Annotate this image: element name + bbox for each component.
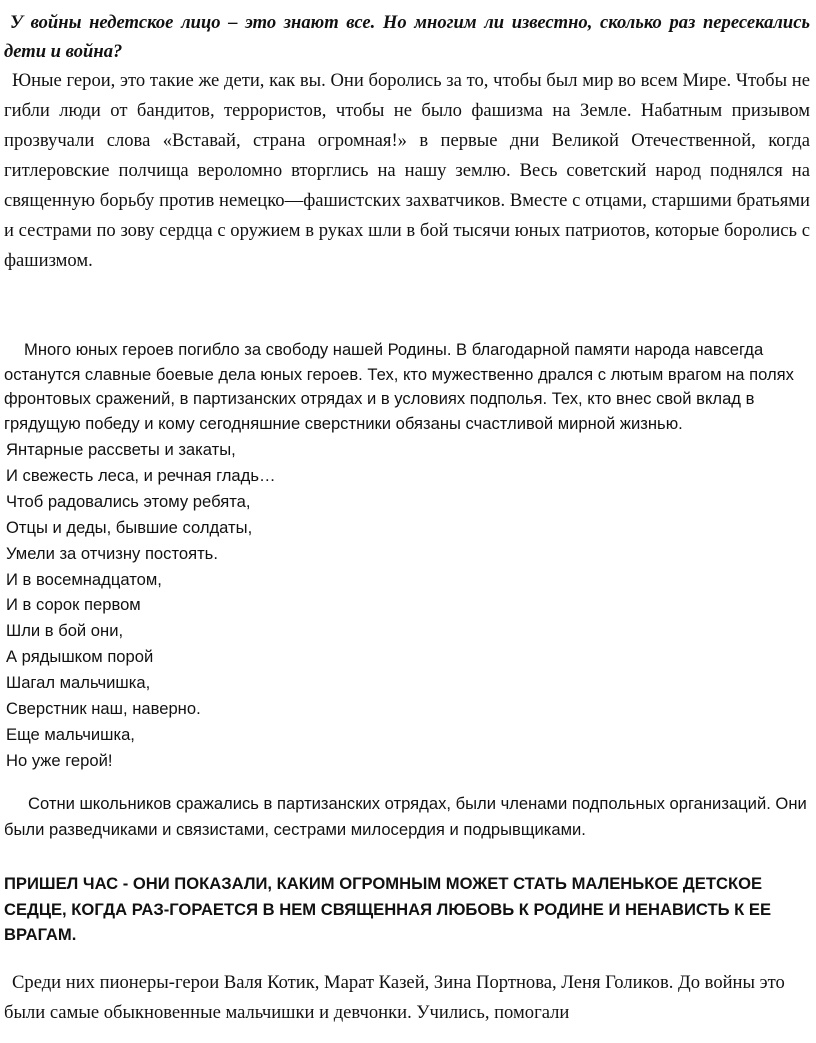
paragraph-young-heroes: Юные герои, это такие же дети, как вы. Они боролись за то, чтобы был мир во всем Мире. Чтобы не гибли люди от бандитов, террористов, чтобы не было фашизма на Земле. Набатным призывом прозвучали слова «Вставай, страна огромная!» в первые дни Великой Отечественной, когда гитлеровские полчища вероломно вторглись на нашу землю. Весь советский народ поднялся на священную борьбу против немецко—фашистских захватчиков. Вместе с отцами, старшими братьями и сестрами по зову сердца с оружием в руках шли в бой тысячи юных патриотов, которые боролись с фашизмом. xyxy=(4,70,810,271)
poem-line: А рядышком порой xyxy=(6,647,154,667)
paragraph-pioneer-heroes: Среди них пионеры-герои Валя Котик, Марат Казей, Зина Портнова, Леня Голиков. До войны это были самые обыкновенные мальчишки и девчонки. Учились, помогали xyxy=(4,972,785,1023)
poem-line: Но уже герой! xyxy=(6,750,113,770)
poem-line: Шагал мальчишка, xyxy=(6,673,151,693)
poem-line: И в сорок первом xyxy=(6,595,141,615)
intro-text: У войны недетское лицо – это знают все. Но многим ли известно, сколько раз пересекались дети и война? xyxy=(4,12,810,62)
section-heading: ПРИШЕЛ ЧАС - ОНИ ПОКАЗАЛИ, КАКИМ ОГРОМНЫМ МОЖЕТ СТАТЬ МАЛЕНЬКОЕ ДЕТСКОЕ СЕДЦЕ, КОГДА РАЗ-ГОРАЕТСЯ В НЕМ СВЯЩЕННАЯ ЛЮБОВЬ К РОДИНЕ И НЕНАВИСТЬ К ЕЕ ВРАГАМ. xyxy=(4,874,772,944)
poem-line: Шли в бой они, xyxy=(6,621,124,641)
poem-line: И в восемнадцатом, xyxy=(6,569,162,589)
poem-line: Умели за отчизну постоять. xyxy=(6,543,218,563)
poem-line: Отцы и деды, бывшие солдаты, xyxy=(6,517,253,537)
poem-line: Сверстник наш, наверно. xyxy=(6,699,201,719)
poem-line: Еще мальчишка, xyxy=(6,724,135,744)
poem-line: Янтарные рассветы и закаты, xyxy=(6,440,236,459)
poem xyxy=(6,437,506,774)
paragraph-schoolchildren: Сотни школьников сражались в партизанских отрядах, были членами подпольных организаций. Они были разведчиками и связистами, сестрами милосердия и подрывщиками. xyxy=(4,794,807,839)
poem-line: Чтоб радовались этому ребята, xyxy=(6,491,251,511)
paragraph-memory: Много юных героев погибло за свободу нашей Родины. В благодарной памяти народа навсегда останутся славные боевые дела юных героев. Тех, кто мужественно дрался с лютым врагом на полях фронтовых сражений, в партизанских отрядах и в условиях подполья. Тех, кто внес свой вклад в грядущую победу и кому сегодняшние сверстники обязаны счастливой мирной жизнью. xyxy=(4,340,794,434)
poem-line: И свежесть леса, и речная гладь… xyxy=(6,465,276,485)
